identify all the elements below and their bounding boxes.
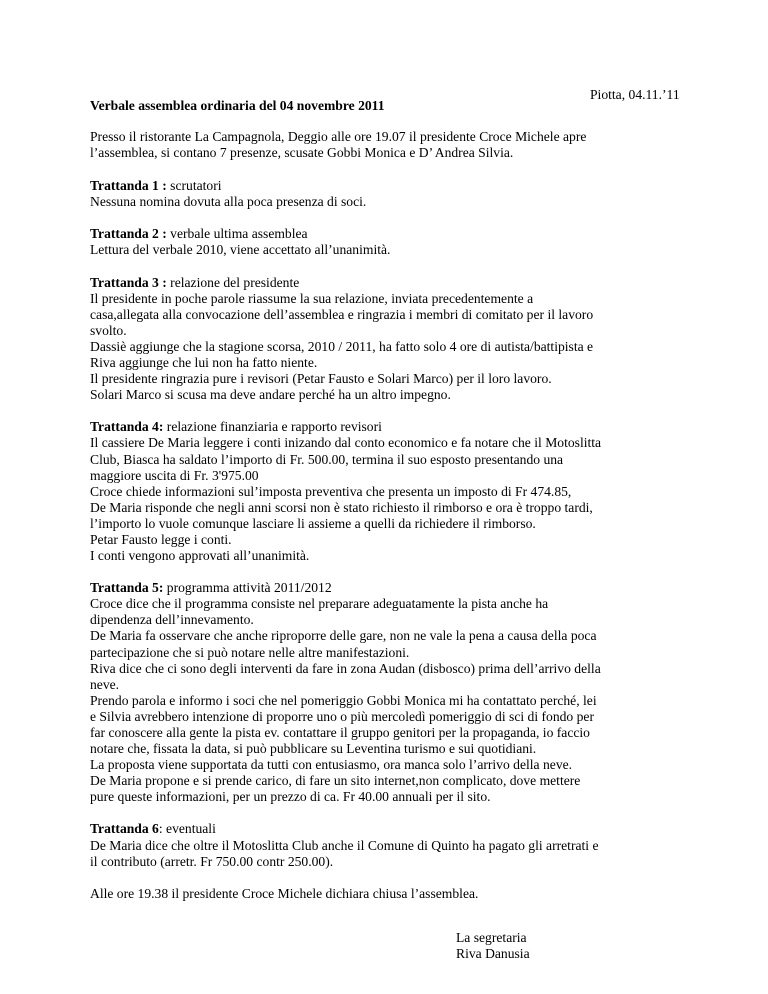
document-title: Verbale assemblea ordinaria del 04 novembre 2011 xyxy=(90,98,385,113)
section-6 xyxy=(90,821,730,869)
section-4 xyxy=(90,419,730,564)
section-5-topic: programma attività 2011/2012 xyxy=(163,580,332,596)
section-3-label: Trattanda 3 : xyxy=(90,274,167,290)
section-2-text: Lettura del verbale 2010, viene accettato all’unanimità. xyxy=(90,242,391,258)
signature-block xyxy=(456,930,530,962)
closing-paragraph: Alle ore 19.38 il presidente Croce Michele dichiara chiusa l’assemblea. xyxy=(90,885,479,901)
section-2-label: Trattanda 2 : xyxy=(90,226,167,242)
section-3-topic: relazione del presidente xyxy=(166,274,300,290)
section-4-text: Il cassiere De Maria leggere i conti inizando dal conto economico e fa notare che il Motoslitta Club, Biasca ha saldato l’importo di Fr. 500.00, termina il suo esposto presentando una maggiore uscita di Fr. 3'975.00 Croce chiede informazioni sul’imposta preventiva che presenta un imposto di Fr 474.85, De Maria risponde che negli anni scorsi non è stato richiesto il rimborso e ora è troppo tardi, l’importo lo vuole comunque lasciare li assieme a quelli da richiedere il rimborso. Petar Fausto legge i conti. I conti vengono approvati all’unanimità. xyxy=(90,435,602,564)
section-2-topic: verbale ultima assemblea xyxy=(166,226,308,242)
section-5-label: Trattanda 5: xyxy=(90,580,164,596)
section-5-text: Croce dice che il programma consiste nel preparare adeguatamente la pista anche ha dipendenza dell’innevamento. De Maria fa osservare che anche riproporre delle gare, non ne vale la pena a causa della poca partecipazione che si può notare nelle altre manifestazioni. Riva dice che ci sono degli interventi da fare in zona Audan (disbosco) prima dell’arrivo della neve. Prendo parola e informo i soci che nel pomeriggio Gobbi Monica mi ha contattato perché, lei e Silvia avrebbero intenzione di proporre uno o più mercoledì pomeriggio di sci di fondo per far conoscere alla gente la pista ev. contattare il gruppo genitori per la propaganda, io faccio notare che, fissata la data, si può pubblicare su Leventina turismo e sui quotidiani. La proposta viene supportata da tutti con entusiasmo, ora manca solo l’arrivo della neve. De Maria propone e si prende carico, di fare un sito internet,non complicato, dove mettere pure queste informazioni, per un prezzo di ca. Fr 40.00 annuali per il sito. xyxy=(90,596,601,805)
section-3-text: Il presidente in poche parole riassume la sua relazione, inviata precedentemente a casa,allegata alla convocazione dell’assemblea e ringrazia i membri di comitato per il lavoro svolto. Dassiè aggiunge che la stagione scorsa, 2010 / 2011, ha fatto solo 4 ore di autista/battipista e Riva aggiunge che lui non ha fatto niente. Il presidente ringrazia pure i revisori (Petar Fausto e Solari Marco) per il loro lavoro. Solari Marco si scusa ma deve andare perché ha un altro impegno. xyxy=(90,290,594,403)
section-1-label: Trattanda 1 : xyxy=(90,178,167,194)
section-5 xyxy=(90,580,730,805)
section-1 xyxy=(90,178,730,210)
section-6-topic: : eventuali xyxy=(158,821,216,837)
document-body xyxy=(90,129,730,918)
intro-paragraph: Presso il ristorante La Campagnola, Deggio alle ore 19.07 il presidente Croce Michele apre l’assemblea, si contano 7 presenze, scusate Gobbi Monica e D’ Andrea Silvia. xyxy=(90,129,587,161)
section-6-text: De Maria dice che oltre il Motoslitta Club anche il Comune di Quinto ha pagato gli arretrati e il contributo (arretr. Fr 750.00 contr 250.00). xyxy=(90,837,599,869)
place-date: Piotta, 04.11.’11 xyxy=(590,87,680,102)
signature-name: Riva Danusia xyxy=(456,946,530,961)
section-4-label: Trattanda 4: xyxy=(90,419,164,435)
section-6-label: Trattanda 6 xyxy=(90,821,159,837)
section-4-topic: relazione finanziaria e rapporto revisori xyxy=(163,419,382,435)
section-1-text: Nessuna nomina dovuta alla poca presenza di soci. xyxy=(90,194,367,210)
section-3 xyxy=(90,275,730,404)
signature-role: La segretaria xyxy=(456,930,527,945)
section-1-topic: scrutatori xyxy=(166,178,222,194)
section-2 xyxy=(90,226,730,258)
